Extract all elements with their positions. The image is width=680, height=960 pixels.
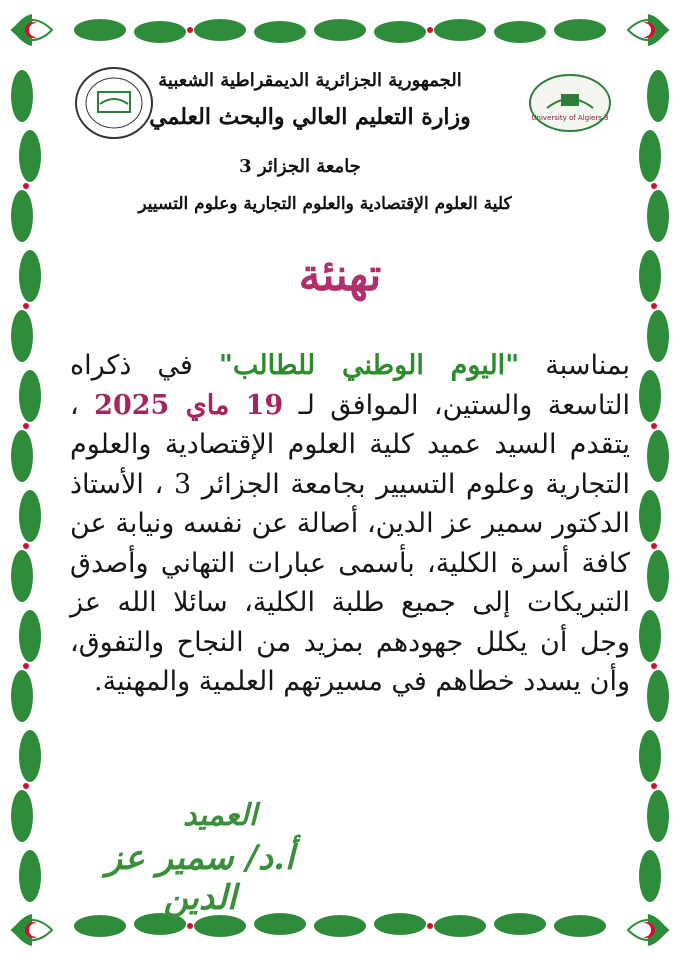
congratulations-title: تهنئة <box>298 250 382 301</box>
algeria-flag-icon <box>6 8 58 52</box>
algeria-flag-icon <box>622 8 674 52</box>
algeria-flag-icon <box>6 908 58 952</box>
republic-heading: الجمهورية الجزائرية الديمقراطية الشعبية <box>158 70 462 91</box>
signature-title: العميد <box>182 798 258 833</box>
right-border-ornament <box>624 56 680 904</box>
seal-caption: University of Algiers 3 <box>531 114 609 122</box>
top-border-ornament <box>0 0 680 64</box>
occasion-name: "اليوم الوطني للطالب" <box>218 350 520 381</box>
faculty-heading: كلية العلوم الإقتصادية والعلوم التجارية وعلوم التسيير <box>138 194 512 214</box>
ministry-heading: وزارة التعليم العالي والبحث العلمي <box>149 104 471 130</box>
message-body <box>70 346 630 702</box>
university-heading: جامعة الجزائر 3 <box>239 156 361 177</box>
date-highlight: 19 ماي 2025 <box>94 389 284 421</box>
left-border-ornament <box>0 56 56 904</box>
university-seal-icon <box>527 72 613 134</box>
body-text-a: في ذكراه التاسعة والستين، الموافق لـ <box>70 350 630 421</box>
signature-name: أ.د/ سمير عز الدين <box>105 838 295 918</box>
body-intro: بمناسبة <box>519 350 631 381</box>
algeria-flag-icon <box>622 908 674 952</box>
body-text-b: ، يتقدم السيد عميد كلية العلوم الإقتصادية والعلوم التجارية وعلوم التسيير بجامعة الجزائر 3 ، الأستاذ الدكتور سمير عز الدين، أصالة عن نفسه ونيابة عن كافة أسرة الكلية، بأسمى عبارات التهاني وأصدق التبريكات إلى جميع طلبة الكلية، سائلا الله عز وجل أن يكلل جهودهم بمزيد من النجاح والتفوق، وأن يسدد خطاهم في مسيرتهم العلمية والمهنية. <box>70 389 630 697</box>
